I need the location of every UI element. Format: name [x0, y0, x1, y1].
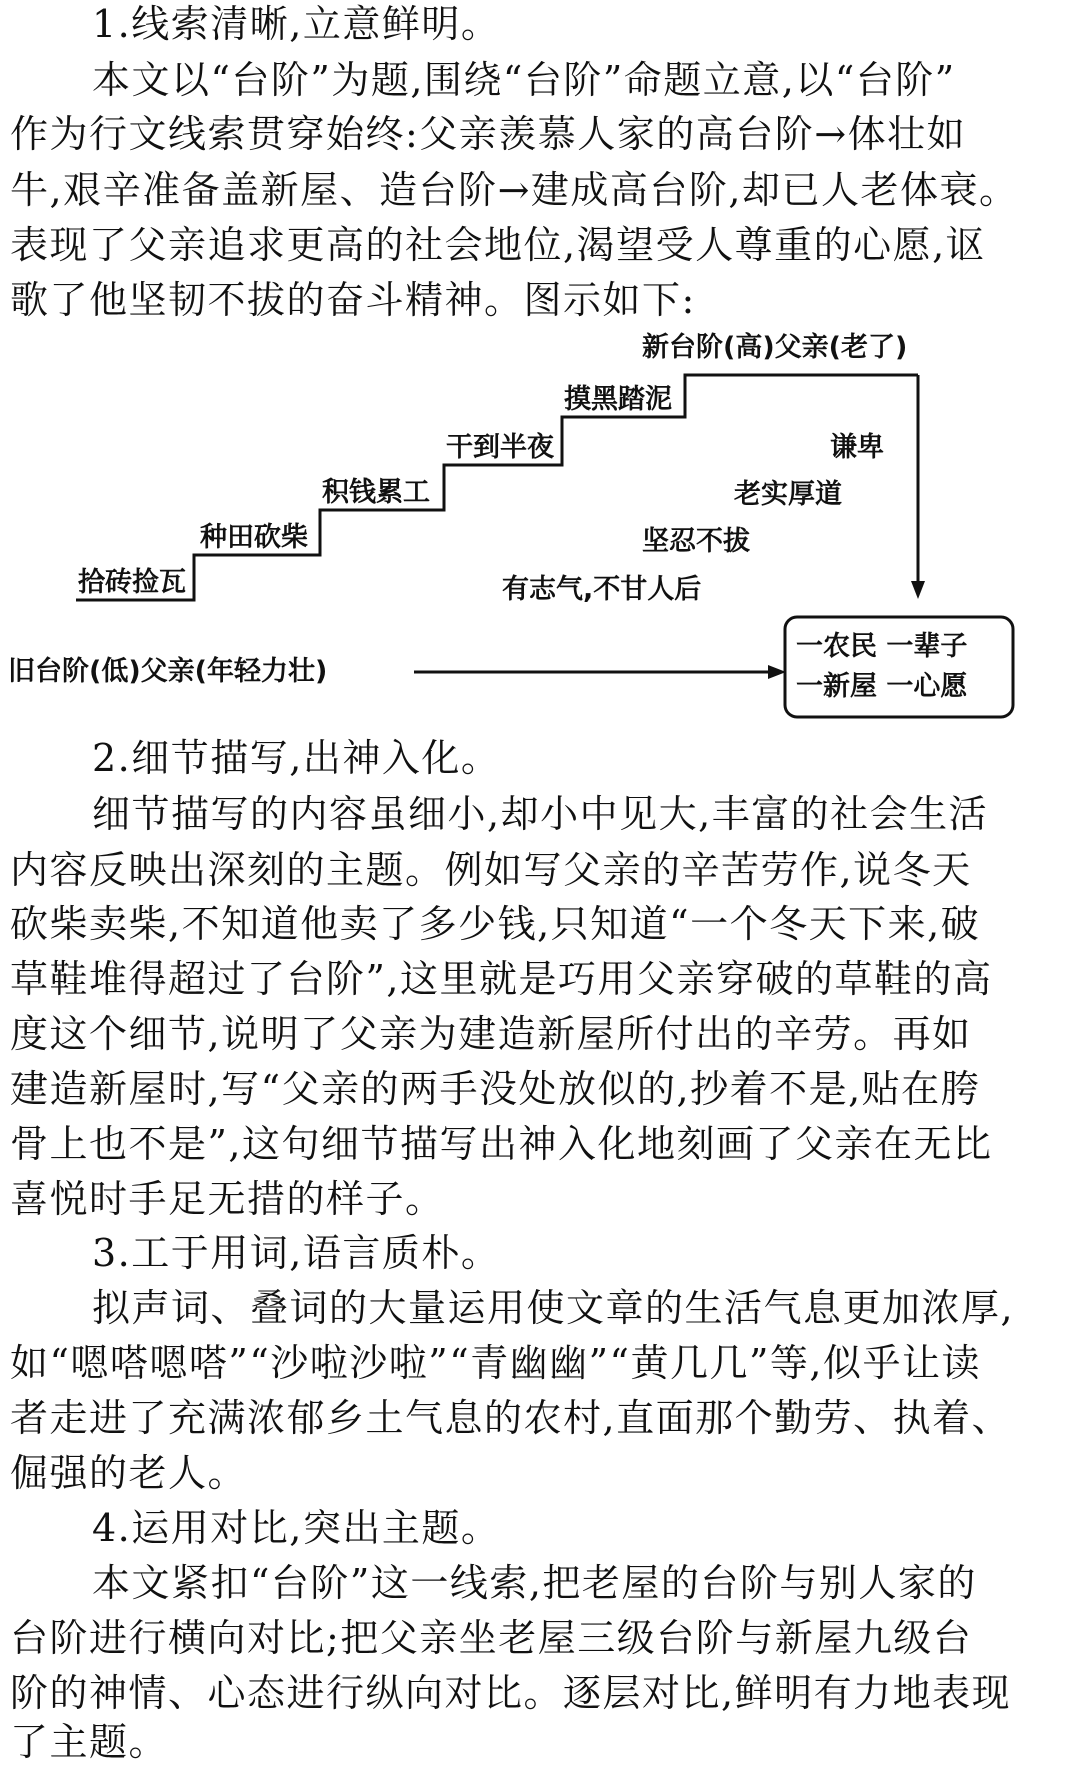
trait-label: 谦卑 — [830, 432, 884, 463]
new-step-label: 新台阶(高)父亲(老了) — [642, 332, 908, 363]
text-line: 拟声词、叠词的大量运用使文章的生活气息更加浓厚, — [92, 1286, 1015, 1330]
text-line: 台阶进行横向对比;把父亲坐老屋三级台阶与新屋九级台 — [10, 1616, 973, 1660]
text-line: 阶的神情、心态进行纵向对比。逐层对比,鲜明有力地表现 — [10, 1671, 1012, 1715]
trait-label: 坚忍不拔 — [642, 526, 750, 557]
text-line: 倔强的老人。 — [10, 1451, 248, 1495]
text-line: 了主题。 — [10, 1720, 169, 1764]
old-step-label: 旧台阶(低)父亲(年轻力壮) — [8, 656, 328, 687]
text-line: 细节描写的内容虽细小,却小中见大,丰富的社会生活 — [92, 792, 989, 836]
step-label-4: 干到半夜 — [446, 432, 554, 463]
trait-label: 老实厚道 — [734, 479, 842, 510]
section-heading-3: 3.工于用词,语言质朴。 — [92, 1231, 501, 1275]
right-arrow-head — [768, 665, 786, 679]
text-line: 如“嗯嗒嗯嗒”“沙啦沙啦”“青幽幽”“黄几几”等,似乎让读 — [10, 1341, 981, 1385]
section-heading-2: 2.细节描写,出神入化。 — [92, 736, 501, 780]
text-line: 者走进了充满浓郁乡土气息的农村,直面那个勤劳、执着、 — [10, 1396, 1012, 1440]
text-line: 本文紧扣“台阶”这一线索,把老屋的台阶与别人家的 — [92, 1561, 977, 1605]
text-line: 砍柴卖柴,不知道他卖了多少钱,只知道“一个冬天下来,破 — [10, 902, 981, 946]
text-line: 内容反映出深刻的主题。例如写父亲的辛苦劳作,说冬天 — [10, 848, 972, 892]
down-arrow-head — [911, 581, 925, 599]
text-line: 度这个细节,说明了父亲为建造新屋所付出的辛劳。再如 — [10, 1012, 972, 1056]
trait-label: 有志气,不甘人后 — [502, 574, 702, 605]
box-line-2: 一新屋 一心愿 — [796, 671, 968, 702]
text-line: 喜悦时手足无措的样子。 — [10, 1177, 445, 1221]
step-label-1: 拾砖捡瓦 — [78, 567, 186, 598]
text-line: 骨上也不是”,这句细节描写出神入化地刻画了父亲在无比 — [10, 1122, 993, 1166]
staircase-diagram — [0, 332, 1080, 735]
text-line: 建造新屋时,写“父亲的两手没处放似的,抄着不是,贴在胯 — [10, 1067, 981, 1111]
text-line: 表现了父亲追求更高的社会地位,渴望受人尊重的心愿,讴 — [10, 223, 986, 267]
text-line: 草鞋堆得超过了台阶”,这里就是巧用父亲穿破的草鞋的高 — [10, 957, 993, 1001]
text-line: 作为行文线索贯穿始终:父亲羡慕人家的高台阶→体壮如 — [10, 112, 967, 156]
step-label-3: 积钱累工 — [322, 477, 430, 508]
text-line: 牛,艰辛准备盖新屋、造台阶→建成高台阶,却已人老体衰。 — [10, 168, 1019, 212]
step-label-2: 种田砍柴 — [200, 522, 308, 553]
step-label-5: 摸黑踏泥 — [564, 384, 672, 415]
box-line-1: 一农民 一辈子 — [796, 631, 968, 662]
section-heading-4: 4.运用对比,突出主题。 — [92, 1506, 501, 1550]
text-line: 歌了他坚韧不拔的奋斗精神。图示如下: — [10, 278, 696, 322]
section-heading-1: 1.线索清晰,立意鲜明。 — [92, 2, 501, 46]
text-line: 本文以“台阶”为题,围绕“台阶”命题立意,以“台阶” — [92, 58, 956, 102]
